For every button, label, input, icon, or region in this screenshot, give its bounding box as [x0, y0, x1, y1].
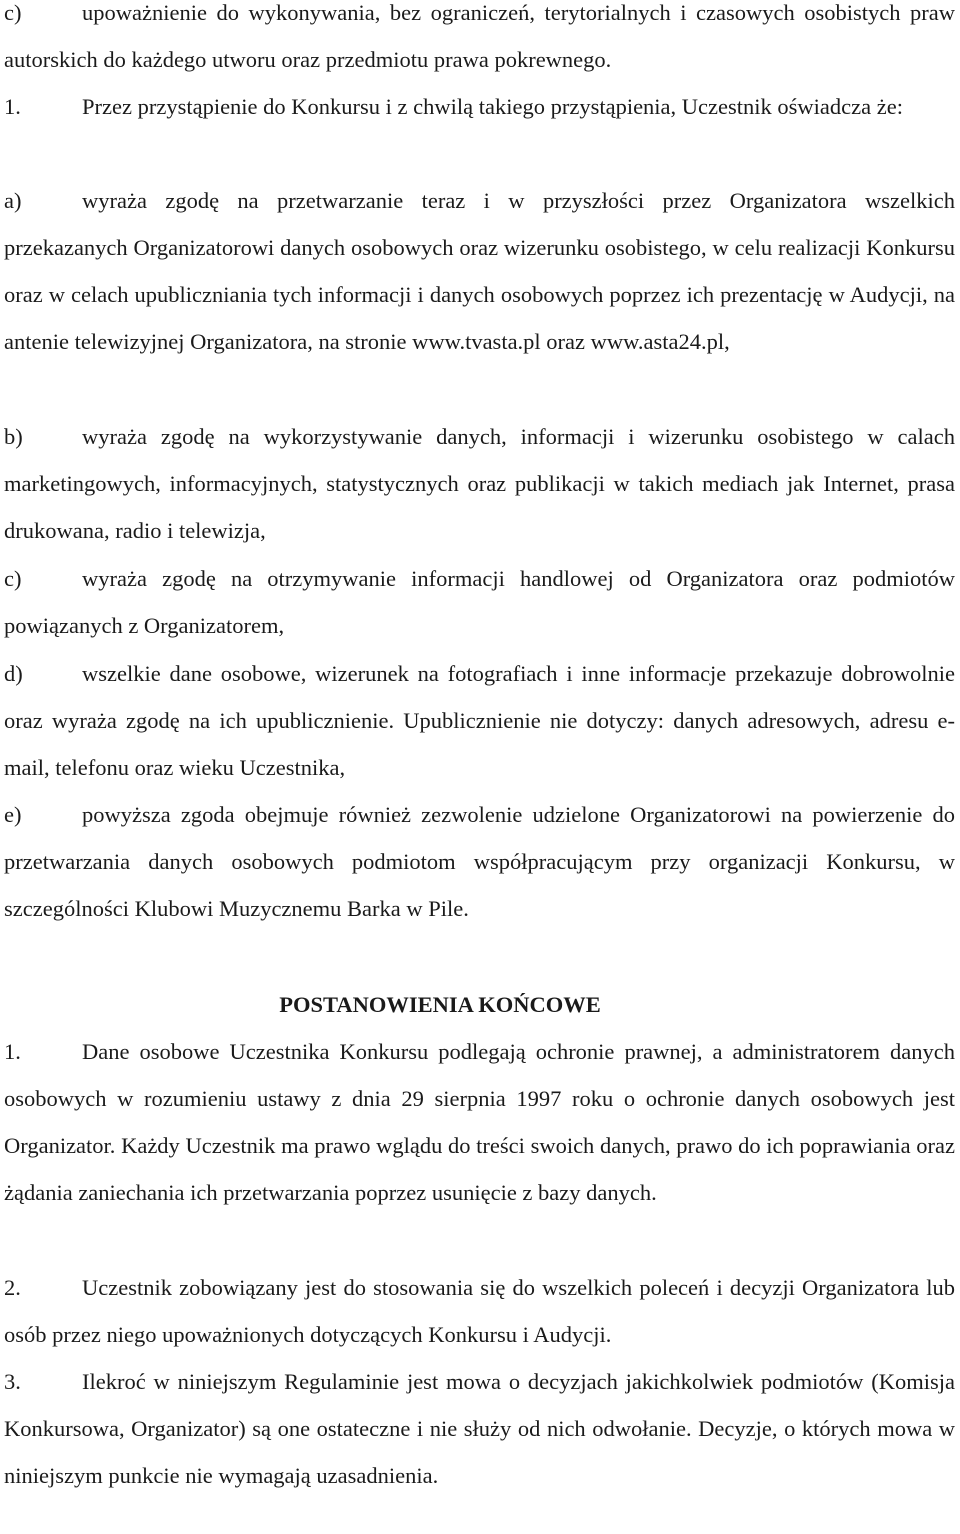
list-item-c [4, 555, 955, 649]
section-heading: POSTANOWIENIA KOŃCOWE [279, 992, 601, 1017]
final-point-1 [4, 1028, 955, 1216]
item-text: Dane osobowe Uczestnika Konkursu podlegają ochronie prawnej, a administratorem danych osobowych w rozumieniu ustawy z dnia 29 sierpnia 1997 roku o ochronie danych osobowych jest Organizator. Każdy Uczestnik ma prawo wglądu do treści swoich danych, prawo do ich poprawiania oraz żądania zaniechania ich przetwarzania poprzez usunięcie z bazy danych. [4, 1039, 955, 1206]
item-text: upoważnienie do wykonywania, bez ograniczeń, terytorialnych i czasowych osobistych praw autorskich do każdego utworu oraz przedmiotu prawa pokrewnego. [4, 0, 955, 73]
item-marker: e) [4, 802, 22, 827]
item-text: Uczestnik zobowiązany jest do stosowania się do wszelkich poleceń i decyzji Organizatora lub osób przez niego upoważnionych dotyczących Konkursu i Audycji. [4, 1275, 955, 1348]
final-point-2 [4, 1264, 955, 1358]
item-marker: 1. [4, 94, 21, 119]
item-marker: 1. [4, 1039, 21, 1064]
item-text: wyraża zgodę na otrzymywanie informacji handlowej od Organizatora oraz podmiotów powiązanych z Organizatorem, [4, 566, 955, 639]
item-text: Przez przystąpienie do Konkursu i z chwilą takiego przystąpienia, Uczestnik oświadcza że: [82, 94, 903, 119]
point-1 [4, 83, 955, 130]
item-marker: a) [4, 188, 22, 213]
item-marker: c) [4, 566, 22, 591]
item-text: Ilekroć w niniejszym Regulaminie jest mowa o decyzjach jakichkolwiek podmiotów (Komisja Konkursowa, Organizator) są one ostateczne i nie służy od nich odwołanie. Decyzje, o których mowa w niniejszym punkcie nie wymagają uzasadnienia. [4, 1369, 955, 1489]
list-item-a [4, 177, 955, 365]
item-text: wszelkie dane osobowe, wizerunek na fotografiach i inne informacje przekazuje dobrowolnie oraz wyraża zgodę na ich upublicznienie. Upublicznienie nie dotyczy: danych adresowych, adresu e-mail, telefonu oraz wieku Uczestnika, [4, 661, 955, 781]
list-item-e [4, 791, 955, 932]
item-text: wyraża zgodę na przetwarzanie teraz i w przyszłości przez Organizatora wszelkich przekazanych Organizatorowi danych osobowych oraz wizerunku osobistego, w celu realizacji Konkursu oraz w celach upubliczniania tych informacji i danych osobowych poprzez ich prezentację w Audycji, na antenie telewizyjnej Organizatora, na stronie www.tvasta.pl oraz www.asta24.pl, [4, 188, 955, 355]
item-marker: c) [4, 0, 22, 25]
item-marker: 2. [4, 1275, 21, 1300]
list-item-b [4, 413, 955, 554]
item-text: powyższa zgoda obejmuje również zezwolenie udzielone Organizatorowi na powierzenie do przetwarzania danych osobowych podmiotom współpracującym przy organizacji Konkursu, w szczególności Klubowi Muzycznemu Barka w Pile. [4, 802, 955, 922]
final-point-3 [4, 1358, 955, 1499]
item-marker: b) [4, 424, 23, 449]
item-marker: d) [4, 661, 23, 686]
item-marker: 3. [4, 1369, 21, 1394]
list-item-d [4, 650, 955, 791]
item-text: wyraża zgodę na wykorzystywanie danych, informacji i wizerunku osobistego w calach marketingowych, informacyjnych, statystycznych oraz publikacji w takich mediach jak Internet, prasa drukowana, radio i telewizja, [4, 424, 955, 544]
list-item-c-top [4, 0, 955, 83]
